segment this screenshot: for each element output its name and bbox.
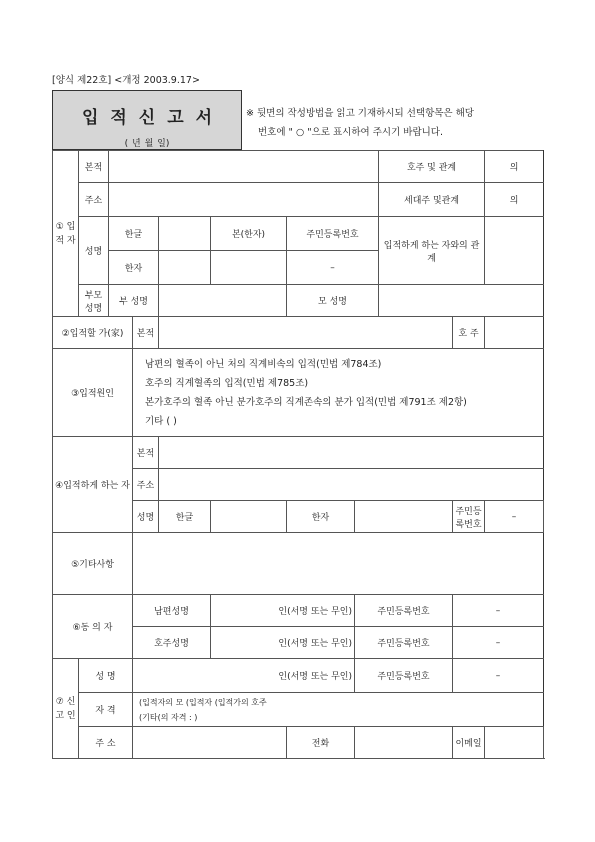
s7-qual-label: 자 격 [79,693,133,727]
s1-hanja-label: 한자 [109,251,159,285]
s7-juso-label: 주 소 [79,727,133,759]
s7-qual-line-1: (입적자의 모 (입적자 (입적가의 호주 [139,697,267,707]
s6-hoju-label: 호주성명 [133,627,211,659]
s3-reason-3: 본가호주의 혈족 아닌 분가호주의 직계존속의 분가 입적(민법 제791조 제2항) [145,396,467,408]
s6-hoju-rrn-field[interactable]: – [453,627,544,659]
s7-email-label: 이메일 [453,727,485,759]
s4-juso-field[interactable] [159,469,544,501]
s1-mother-label: 모 성명 [287,285,379,317]
s3-reasons[interactable] [133,349,544,437]
s5-label: ⑤기타사항 [53,533,133,595]
s7-rrn-label: 주민등록번호 [355,659,453,693]
s4-bonjeok-label: 본적 [133,437,159,469]
s3-reason-2: 호주의 직계혈족의 입적(민법 제785조) [145,377,309,389]
s1-hoju-rel-field[interactable]: 의 [485,151,544,183]
s1-father-field[interactable] [159,285,287,317]
s3-label: ③입적원인 [53,349,133,437]
s2-bonjeok-field[interactable] [159,317,453,349]
s7-qual-line-2: (기타(의 자격 : ) [139,712,198,722]
s1-name-label: 성명 [79,217,109,285]
s1-label: ① 입 적 자 [53,151,79,317]
s1-mother-field[interactable] [379,285,544,317]
s1-bonjeok-label: 본적 [79,151,109,183]
s1-bon-label: 본(한자) [211,217,287,251]
s3-reason-1: 남편의 혈족이 아닌 처의 직계비속의 입적(민법 제784조) [145,358,382,370]
s1-hangeul-field[interactable] [159,217,211,251]
title-box [52,90,242,150]
s6-husband-rrn-field[interactable]: – [453,595,544,627]
s4-hangeul-field[interactable] [211,501,287,533]
s1-juso-field[interactable] [109,183,379,217]
s7-email-field[interactable] [485,727,544,759]
instruction-line-2: 번호에 " ○ "으로 표시하여 주시기 바랍니다. [258,127,443,138]
s4-hanja-field[interactable] [355,501,453,533]
instruction-note [246,104,546,142]
s1-bonjeok-field[interactable] [109,151,379,183]
s7-label: ⑦ 신 고 인 [53,659,79,759]
s1-hangeul-label: 한글 [109,217,159,251]
s4-hanja-label: 한자 [287,501,355,533]
s2-label: ②입적할 가(家) [53,317,133,349]
s4-rrn-label: 주민등록번호 [453,501,485,533]
s4-bonjeok-field[interactable] [159,437,544,469]
s4-rrn-field[interactable]: – [485,501,544,533]
s4-label: ④입적하게 하는 자 [53,437,133,533]
title-date: ( 년 월 일) [124,139,170,149]
s7-juso-field[interactable] [133,727,287,759]
s7-phone-label: 전화 [287,727,355,759]
s1-sedaeju-field[interactable]: 의 [485,183,544,217]
s2-bonjeok-label: 본적 [133,317,159,349]
s1-sedaeju-label: 세대주 및관계 [379,183,485,217]
s4-name-label: 성명 [133,501,159,533]
s1-bon-field[interactable] [211,251,287,285]
s2-hoju-label: 호 주 [453,317,485,349]
s7-name-seal[interactable]: 인(서명 또는 무인) [133,659,355,693]
form-header [52,72,200,86]
s1-father-label: 부 성명 [109,285,159,317]
instruction-line-1: ※ 뒷면의 작성방법을 읽고 기재하시되 선택항목은 해당 [246,108,474,119]
s6-hoju-seal[interactable]: 인(서명 또는 무인) [211,627,355,659]
s7-qual-options[interactable] [133,693,544,727]
s6-husband-rrn-label: 주민등록번호 [355,595,453,627]
form-number: [양식 제22호] [52,75,112,86]
page-title: 입적신고서 [81,108,225,128]
s6-husband-label: 남편성명 [133,595,211,627]
s1-hoju-rel-label: 호주 및 관계 [379,151,485,183]
s1-rrn-label: 주민등록번호 [287,217,379,251]
s1-hanja-field[interactable] [159,251,211,285]
s7-name-label: 성 명 [79,659,133,693]
s7-phone-field[interactable] [355,727,453,759]
s4-hangeul-label: 한글 [159,501,211,533]
s1-parents-label: 부모 성명 [79,285,109,317]
s7-rrn-field[interactable]: – [453,659,544,693]
s1-rel-field[interactable] [485,217,544,285]
s6-husband-seal[interactable]: 인(서명 또는 무인) [211,595,355,627]
s3-reason-4: 기타 ( ) [145,415,177,427]
s6-hoju-rrn-label: 주민등록번호 [355,627,453,659]
s5-field[interactable] [133,533,544,595]
s1-juso-label: 주소 [79,183,109,217]
report-form-table [52,150,544,759]
s1-rrn-field[interactable]: – [287,251,379,285]
s1-rel-label: 입적하게 하는 자와의 관계 [379,217,485,285]
s2-hoju-field[interactable] [485,317,544,349]
s4-juso-label: 주소 [133,469,159,501]
s6-label: ⑥동 의 자 [53,595,133,659]
revision-note: <개정 2003.9.17> [114,75,200,86]
